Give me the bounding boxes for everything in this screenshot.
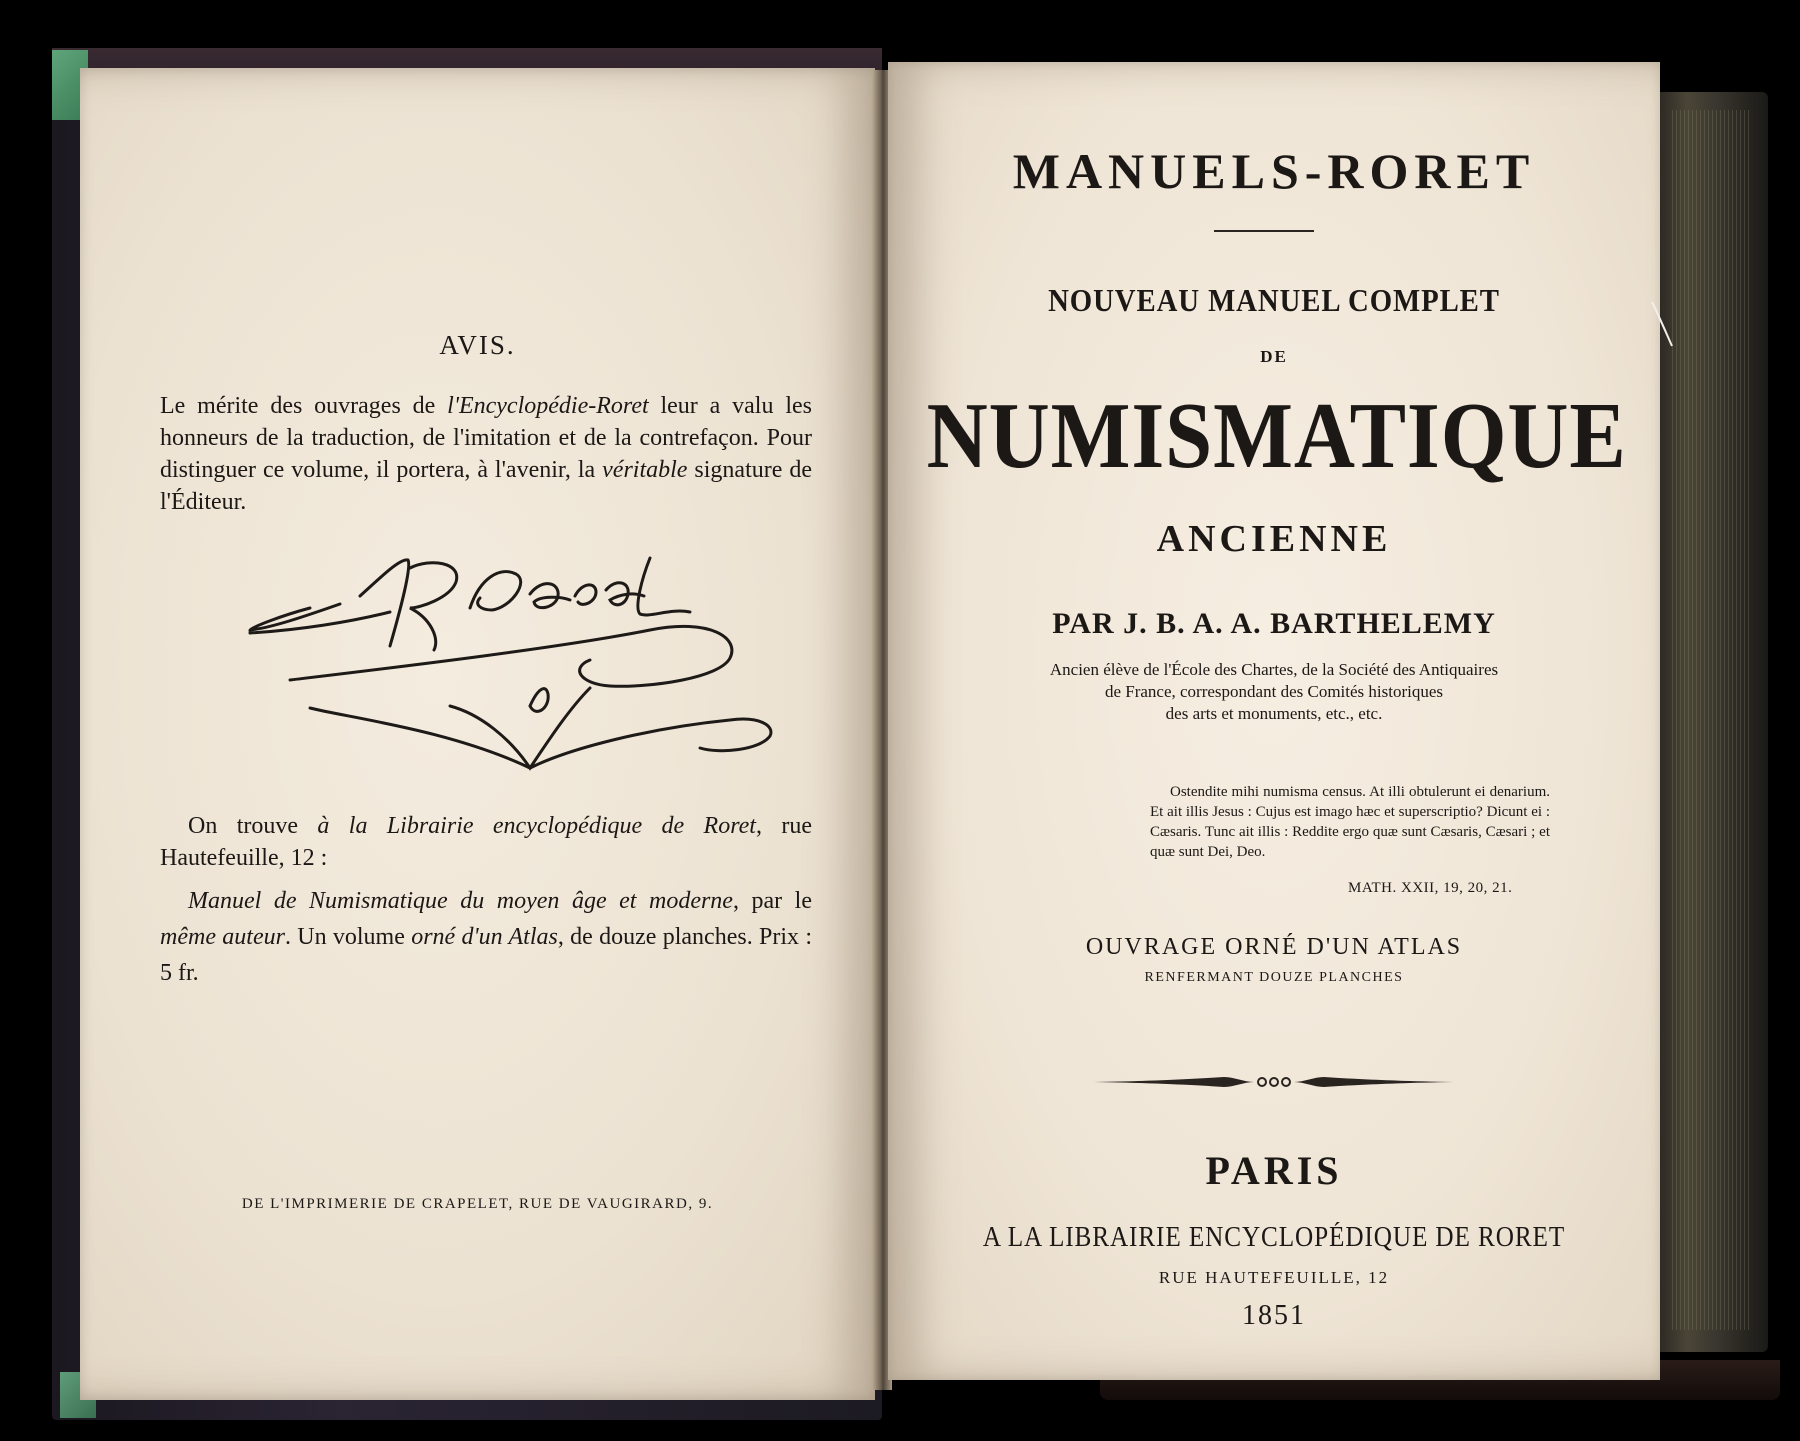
text-run: , rue Hautefeuille, 12 : bbox=[160, 813, 812, 871]
main-title: NUMISMATIQUE bbox=[926, 384, 1627, 488]
credentials-line: Ancien élève de l'École des Chartes, de la Société des Antiquaires bbox=[1049, 660, 1499, 679]
text-run: , de douze planches. Prix : 5 fr. bbox=[160, 924, 812, 986]
text-run: On trouve bbox=[188, 813, 318, 839]
printer-imprint: DE L'IMPRIMERIE DE CRAPELET, RUE DE VAUGIRARD, 9. bbox=[241, 1196, 714, 1212]
page-edges-stripes bbox=[1672, 110, 1750, 1330]
imprint-address: RUE HAUTEFEUILLE, 12 bbox=[1158, 1268, 1390, 1287]
loose-thread bbox=[1650, 300, 1674, 350]
italic-run: même auteur bbox=[160, 924, 285, 950]
credentials-line: des arts et monuments, etc., etc. bbox=[1165, 704, 1383, 723]
italic-run: véritable bbox=[602, 457, 688, 483]
author-line: PAR J. B. A. A. BARTHELEMY bbox=[1052, 607, 1496, 640]
epigraph-source: MATH. XXII, 19, 20, 21. bbox=[1348, 880, 1513, 896]
title-rule bbox=[1214, 230, 1314, 232]
atlas-note: OUVRAGE ORNÉ D'UN ATLAS bbox=[1085, 934, 1463, 960]
imprint-year: 1851 bbox=[1242, 1300, 1306, 1331]
series-title: MANUELS-RORET bbox=[1012, 143, 1536, 199]
imprint-publisher: A LA LIBRAIRIE ENCYCLOPÉDIQUE DE RORET bbox=[982, 1222, 1566, 1253]
atlas-plates-note: RENFERMANT DOUZE PLANCHES bbox=[1144, 970, 1404, 985]
avis-paragraph bbox=[160, 390, 812, 518]
subtitle: NOUVEAU MANUEL COMPLET bbox=[1048, 282, 1500, 318]
on-trouve-paragraph bbox=[160, 810, 812, 874]
italic-run: à la Librairie encyclopédique de Roret bbox=[317, 813, 756, 839]
manuel-advert-paragraph bbox=[160, 883, 812, 991]
text-run: , par le bbox=[732, 888, 813, 914]
credentials-line: de France, correspondant des Comités historiques bbox=[1104, 682, 1444, 701]
epigraph-quote: Ostendite mihi numisma census. At illi obtulerunt ei denarium. Et ait illis Jesus : Cujus est imago hæc et superscriptio? Dicunt ei : Cæsaris. Tunc ait illis : Reddite ergo quæ sunt Cæsaris, Cæsari ; et quæ sunt Dei, Deo. bbox=[1150, 784, 1550, 860]
publisher-signature bbox=[230, 538, 790, 798]
italic-run: orné d'un Atlas bbox=[411, 924, 558, 950]
subtitle-de: DE bbox=[1260, 347, 1288, 366]
italic-run: l'Encyclopédie-Roret bbox=[447, 393, 649, 419]
main-title-qualifier: ANCIENNE bbox=[1156, 518, 1392, 560]
text-run: . Un volume bbox=[284, 924, 412, 950]
right-page bbox=[888, 62, 1660, 1380]
text-run: Le mérite des ouvrages de bbox=[160, 393, 448, 419]
text-run: leur a valu les honneurs de la traduction, de l'imitation et de la contrefaçon. Pour distinguer ce volume, il portera, à l'avenir, la bbox=[160, 393, 812, 483]
text-run: signature de l'Éditeur. bbox=[160, 457, 812, 515]
imprint-city: PARIS bbox=[1205, 1148, 1343, 1193]
italic-run: Manuel de Numismatique du moyen âge et moderne bbox=[188, 888, 733, 914]
left-page bbox=[80, 68, 875, 1400]
ornamental-divider bbox=[1094, 1067, 1454, 1097]
author-credentials bbox=[888, 659, 1660, 725]
avis-heading: AVIS. bbox=[439, 330, 516, 360]
